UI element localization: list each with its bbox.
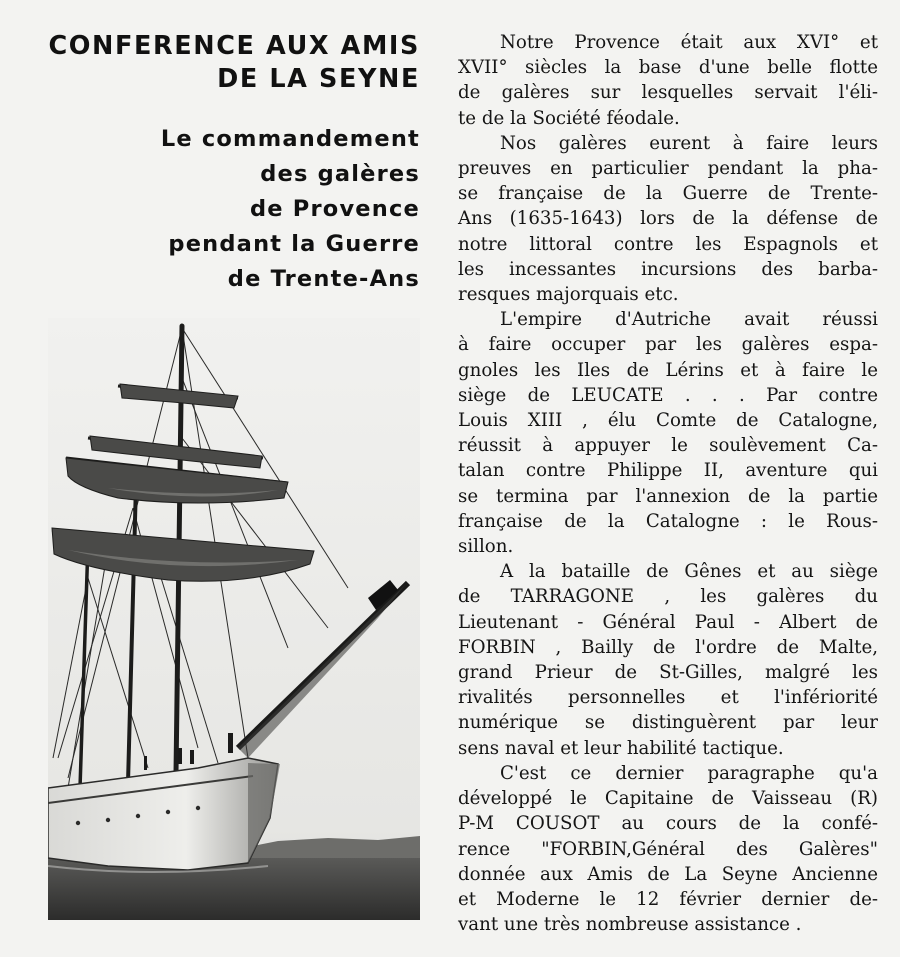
paragraph: [458, 131, 878, 307]
text-line: te de la Société féodale.: [458, 107, 680, 129]
headline: [28, 30, 420, 297]
text-line: développé le Capitaine de Vaisseau (R): [458, 788, 878, 810]
text-line: Ans (1635-1643) lors de la défense de: [458, 208, 878, 230]
headline-subtitle-line: pendant la Guerre: [168, 231, 420, 257]
text-line: talan contre Philippe II, aventure qui: [458, 460, 878, 482]
paragraph: [458, 307, 878, 559]
text-line: Lieutenant - Général Paul - Albert de: [458, 611, 878, 633]
text-line: XVII° siècles la base d'une belle flotte: [458, 57, 878, 79]
text-line: Nos galères eurent à faire leurs: [500, 132, 878, 154]
text-line: se française de la Guerre de Trente-: [458, 183, 878, 205]
text-line: notre littoral contre les Espagnols et: [458, 233, 878, 255]
text-line: grand Prieur de St-Gilles, malgré les: [458, 662, 878, 684]
paragraph: [458, 761, 878, 937]
text-line: Notre Provence était aux XVI° et: [500, 32, 878, 53]
text-line: à faire occuper par les galères espa-: [458, 334, 878, 356]
headline-subtitle: [28, 122, 420, 297]
headline-title: [28, 30, 420, 96]
text-line: vant une très nombreuse assistance .: [458, 914, 802, 936]
headline-subtitle-line: de Trente-Ans: [227, 266, 420, 292]
text-line: siège de LEUCATE . . . Par contre: [458, 384, 878, 406]
text-line: FORBIN , Bailly de l'ordre de Malte,: [458, 636, 878, 658]
text-line: numérique se distinguèrent par leur: [458, 712, 878, 734]
text-line: gnoles les Iles de Lérins et à faire le: [458, 359, 878, 381]
text-line: de TARRAGONE , les galères du: [458, 586, 878, 608]
text-line: preuves en particulier pendant la pha-: [458, 158, 878, 180]
text-line: sillon.: [458, 536, 514, 558]
text-line: C'est ce dernier paragraphe qu'a: [500, 762, 878, 784]
text-line: les incessantes incursions des barba-: [458, 258, 878, 280]
text-line: P-M COUSOT au cours de la confé-: [458, 813, 878, 835]
text-line: sens naval et leur habilité tactique.: [458, 737, 784, 759]
headline-title-line: DE LA SEYNE: [217, 64, 420, 94]
sailing-ship-photo: [48, 318, 420, 920]
text-line: rence "FORBIN,Général des Galères": [458, 838, 878, 860]
text-line: de galères sur lesquelles servait l'éli-: [458, 82, 878, 104]
text-line: donnée aux Amis de La Seyne Ancienne: [458, 863, 878, 885]
headline-subtitle-line: Le commandement: [160, 126, 420, 152]
headline-title-line: CONFERENCE AUX AMIS: [48, 31, 420, 61]
paragraph: [458, 559, 878, 761]
text-line: réussit à appuyer le soulèvement Ca-: [458, 435, 878, 457]
text-line: rivalités personnelles et l'infériorité: [458, 687, 878, 709]
paragraph: [458, 30, 878, 131]
text-line: Louis XIII , élu Comte de Catalogne,: [458, 410, 878, 432]
text-line: resques majorquais etc.: [458, 284, 679, 306]
sea: [48, 858, 420, 920]
text-line: A la bataille de Gênes et au siège: [500, 561, 878, 583]
headline-subtitle-line: des galères: [260, 161, 420, 187]
ship-illustration: [48, 318, 420, 920]
text-line: L'empire d'Autriche avait réussi: [500, 309, 878, 331]
headline-subtitle-line: de Provence: [250, 196, 420, 222]
text-line: française de la Catalogne : le Rous-: [458, 510, 878, 532]
article-body: [458, 30, 878, 937]
text-line: se termina par l'annexion de la partie: [458, 485, 878, 507]
text-line: et Moderne le 12 février dernier de-: [458, 888, 878, 910]
